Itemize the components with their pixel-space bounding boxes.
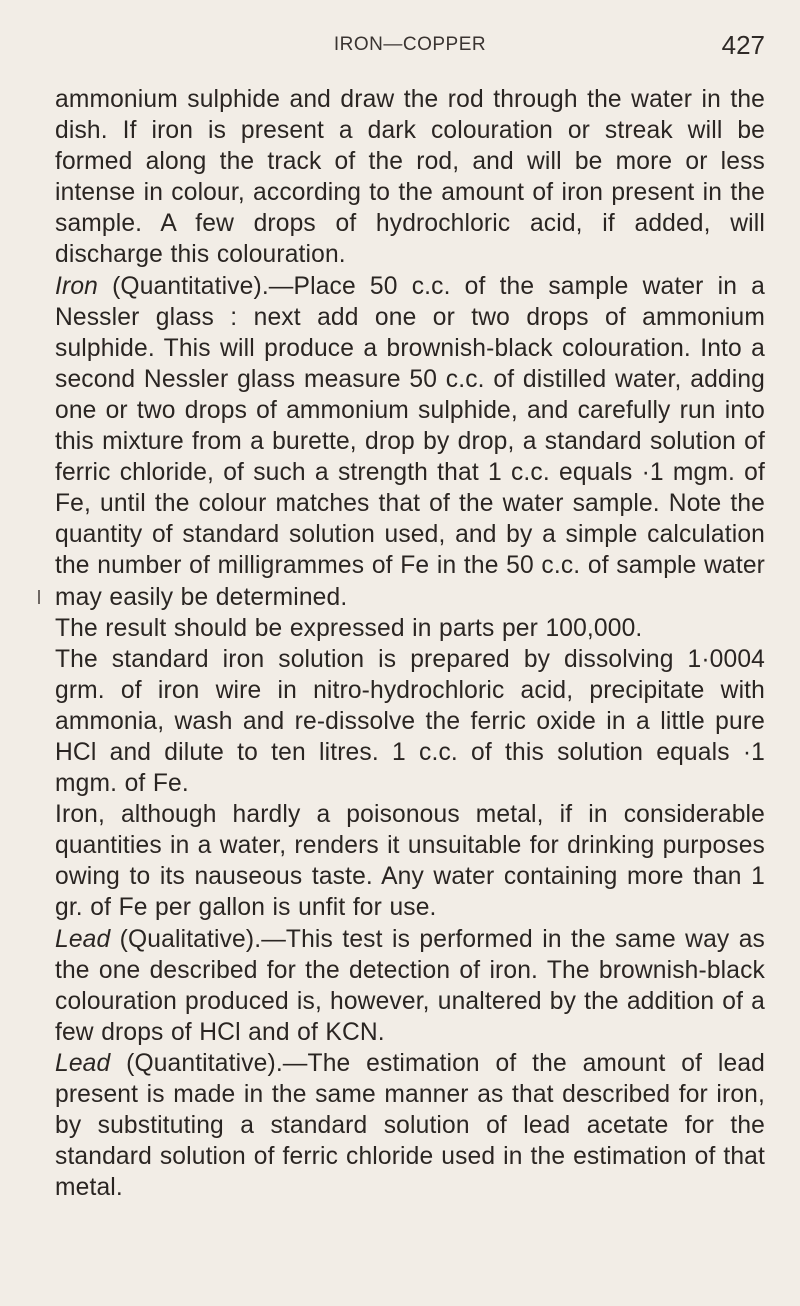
- paragraph-iron-lead: Iron: [55, 272, 98, 300]
- paragraph-result-text: The result should be expressed in parts per 100,000.: [55, 614, 643, 642]
- paragraph-1: [55, 84, 765, 271]
- paragraph-lead-quantitative-lead: Lead: [55, 1049, 111, 1077]
- paragraph-lead-qualitative-lead: Lead: [55, 925, 111, 953]
- page-number: 427: [721, 30, 765, 60]
- paragraph-iron-quantitative-text: (Quantitative).—Place 50 c.c. of the sample water in a Nessler glass : next add one or two drops of ammonium sulphide. This will produce a brownish-black colouration. Into a second Nessler glass measure 50 c.c. of distilled water, adding one or two drops of ammonium sulphide, and carefully run into this mixture from a burette, drop by drop, a standard solution of ferric chloride, of such a strength that 1 c.c. equals ·1 mgm. of Fe, until the colour matches that of the water sample. Note the quantity of standard solution used, and by a simple calculation the number of milligrammes of Fe in the 50 c.c. of sample water may easily be determined.: [55, 272, 765, 611]
- body-text: [55, 84, 765, 1203]
- page-header: [55, 30, 765, 66]
- paragraph-lead-qualitative-text: (Qualitative).—This test is performed in the same way as the one described for the detection of iron. The brownish-black colouration produced is, however, unaltered by the addition of a few drops of HCl and of KCN.: [55, 925, 765, 1046]
- paragraph-lead-qualitative: [55, 924, 765, 1048]
- paragraph-standard-solution-text: The standard iron solution is prepared by dissolving 1·0004 grm. of iron wire in nitro-hydrochloric acid, precipitate with ammonia, wash and re-dissolve the ferric oxide in a little pure HCl and dilute to ten litres. 1 c.c. of this solution equals ·1 mgm. of Fe.: [55, 645, 765, 798]
- paragraph-result: [55, 613, 765, 644]
- paragraph-lead-quantitative: [55, 1048, 765, 1203]
- paragraph-1-text: ammonium sulphide and draw the rod through the water in the dish. If iron is present a dark colouration or streak will be formed along the track of the rod, and will be more or less intense in colour, according to the amount of iron present in the sample. A few drops of hydrochloric acid, if added, will discharge this colouration.: [55, 86, 765, 269]
- paragraph-iron-taste-text: Iron, although hardly a poisonous metal, if in considerable quantities in a water, renders it unsuitable for drinking purposes owing to its nauseous taste. Any water containing more than 1 gr. of Fe per gallon is unfit for use.: [55, 801, 765, 922]
- paragraph-lead-quantitative-text: (Quantitative).—The estimation of the amount of lead present is made in the same manner as that described for iron, by substituting a standard solution of lead acetate for the standard solution of ferric chloride used in the estimation of that metal.: [55, 1049, 765, 1202]
- scan-mark: [38, 590, 40, 604]
- paragraph-iron-quantitative: [55, 271, 765, 613]
- paragraph-iron-taste: [55, 799, 765, 923]
- running-head: IRON—COPPER: [333, 34, 487, 55]
- paragraph-standard-solution: [55, 644, 765, 799]
